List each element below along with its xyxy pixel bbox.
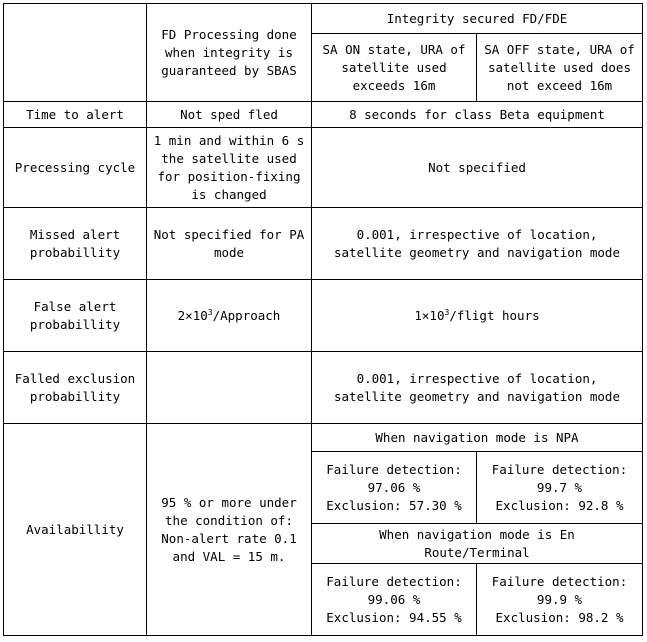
sa-on-header: SA ON state, URA of satellite used exceeds 16m xyxy=(312,34,477,102)
processing-cycle-fd: 1 min and within 6 s the satellite used for position-fixing is changed xyxy=(147,128,312,208)
false-alert-integrity xyxy=(312,280,643,352)
processing-cycle-integrity: Not specified xyxy=(312,128,643,208)
failed-exclusion-label: Falled exclusion probabillity xyxy=(4,352,147,424)
integrity-comparison-table xyxy=(3,3,643,636)
missed-alert-label: Missed alert probabillity xyxy=(4,208,147,280)
npa-sa-off-values: Failure detection: 99.7 % Exclusion: 92.8 % xyxy=(477,452,643,524)
time-to-alert-integrity: 8 seconds for class Beta equipment xyxy=(312,102,643,128)
enroute-sa-off-values: Failure detection: 99.9 % Exclusion: 98.2 % xyxy=(477,564,643,636)
integrity-secured-header: Integrity secured FD/FDE xyxy=(312,4,643,34)
false-alert-fd xyxy=(147,280,312,352)
availability-fd: 95 % or more under the condition of: Non-alert rate 0.1 and VAL = 15 m. xyxy=(147,424,312,636)
false-alert-label: False alert probabillity xyxy=(4,280,147,352)
time-to-alert-fd: Not sped fled xyxy=(147,102,312,128)
false-alert-fd-base: 2×10 xyxy=(177,307,208,323)
processing-cycle-label: Precessing cycle xyxy=(4,128,147,208)
false-alert-fd-unit: /Approach xyxy=(212,307,281,323)
missed-alert-fd: Not specified for PA mode xyxy=(147,208,312,280)
failed-exclusion-integrity: 0.001, irrespective of location, satellite geometry and navigation mode xyxy=(312,352,643,424)
npa-sa-on-values: Failure detection: 97.06 % Exclusion: 57.30 % xyxy=(312,452,477,524)
time-to-alert-label: Time to alert xyxy=(4,102,147,128)
availability-label: Availabillity xyxy=(4,424,147,636)
enroute-sa-on-values: Failure detection: 99.06 % Exclusion: 94.55 % xyxy=(312,564,477,636)
false-alert-int-unit: /fligt hours xyxy=(449,307,540,323)
enroute-mode-title: When navigation mode is En Route/Terminal xyxy=(312,524,643,564)
sa-off-header: SA OFF state, URA of satellite used does not exceed 16m xyxy=(477,34,643,102)
corner-cell xyxy=(4,4,147,102)
failed-exclusion-fd xyxy=(147,352,312,424)
fd-processing-header: FD Processing done when integrity is guaranteed by SBAS xyxy=(147,4,312,102)
missed-alert-integrity: 0.001, irrespective of location, satellite geometry and navigation mode xyxy=(312,208,643,280)
false-alert-int-base: 1×10 xyxy=(414,307,445,323)
false-alert-int-exp: 3 xyxy=(444,307,450,317)
npa-mode-title: When navigation mode is NPA xyxy=(312,424,643,452)
false-alert-fd-exp: 3 xyxy=(207,307,213,317)
